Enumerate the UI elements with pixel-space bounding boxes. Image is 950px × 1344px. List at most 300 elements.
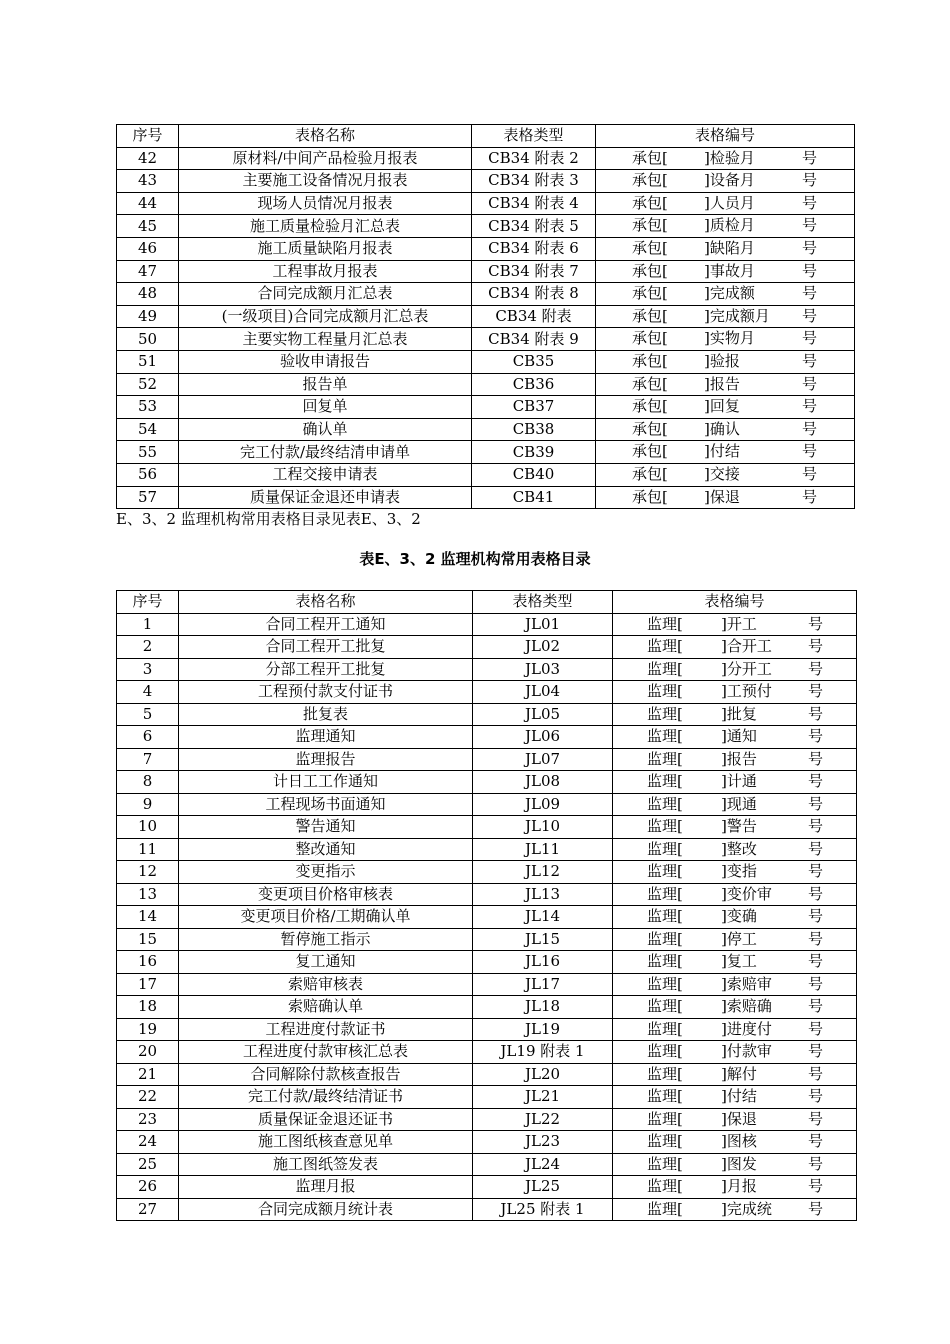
form-code (613, 1063, 857, 1086)
form-name: (一级项目)合同完成额月汇总表 (179, 305, 472, 328)
form-code (596, 463, 855, 486)
code-body: ]计通 (721, 772, 757, 790)
code-body: ]保退 (704, 487, 740, 506)
table-row (117, 973, 857, 996)
code-prefix: 承包[ (632, 464, 668, 483)
form-type: JL13 (473, 883, 613, 906)
form-code (613, 636, 857, 659)
code-prefix: 承包[ (632, 397, 668, 416)
row-number: 10 (117, 816, 179, 839)
table-row (117, 463, 855, 486)
table-row (117, 170, 855, 193)
code-prefix: 监理[ (647, 682, 683, 700)
table-row (117, 816, 857, 839)
row-number: 7 (117, 748, 179, 771)
contractor-forms-table (116, 124, 855, 509)
table-row (117, 951, 857, 974)
form-name: 现场人员情况月报表 (179, 192, 472, 215)
form-code (613, 1176, 857, 1199)
form-name: 工程预付款支付证书 (179, 681, 473, 704)
table-row (117, 681, 857, 704)
code-prefix: 监理[ (647, 1154, 683, 1173)
form-code (596, 396, 855, 419)
code-prefix: 监理[ (647, 749, 683, 768)
code-body: ]回复 (704, 397, 740, 416)
code-suffix: 号 (802, 261, 818, 280)
code-suffix: 号 (808, 1177, 824, 1195)
table-row (117, 1063, 857, 1086)
row-number: 9 (117, 793, 179, 816)
form-code (613, 681, 857, 704)
form-code (613, 793, 857, 816)
code-prefix: 监理[ (647, 637, 683, 655)
code-prefix: 承包[ (632, 419, 668, 438)
table-row (117, 441, 855, 464)
form-type: JL22 (473, 1108, 613, 1131)
code-suffix: 号 (802, 148, 818, 167)
form-name: 暂停施工指示 (179, 928, 473, 951)
row-number: 47 (117, 260, 179, 283)
code-body: ]实物月 (704, 329, 755, 348)
code-suffix: 号 (808, 884, 824, 903)
code-prefix: 监理[ (647, 997, 683, 1015)
table-row (117, 1041, 857, 1064)
code-body: ]图核 (721, 1132, 757, 1150)
form-type: JL03 (473, 658, 613, 681)
form-type: JL25 (473, 1176, 613, 1199)
code-body: ]通知 (721, 727, 757, 745)
code-suffix: 号 (808, 1154, 824, 1173)
table-row (117, 703, 857, 726)
form-type: JL17 (473, 973, 613, 996)
code-body: ]索赔审 (721, 974, 772, 993)
form-code (596, 328, 855, 351)
form-type: JL25 附表 1 (473, 1198, 613, 1221)
form-type: CB34 附表 2 (472, 147, 596, 170)
code-suffix: 号 (808, 1064, 824, 1083)
form-code (596, 305, 855, 328)
form-name: 警告通知 (179, 816, 473, 839)
code-body: ]检验月 (704, 148, 755, 167)
form-type: JL15 (473, 928, 613, 951)
row-number: 48 (117, 283, 179, 306)
code-prefix: 监理[ (647, 794, 683, 813)
form-type: JL10 (473, 816, 613, 839)
table-row (117, 996, 857, 1019)
form-name: 完工付款/最终结清申请单 (179, 441, 472, 464)
row-number: 24 (117, 1131, 179, 1154)
form-name: 批复表 (179, 703, 473, 726)
row-number: 45 (117, 215, 179, 238)
row-number: 49 (117, 305, 179, 328)
form-code (596, 147, 855, 170)
code-prefix: 监理[ (647, 817, 683, 835)
table-row (117, 1153, 857, 1176)
code-prefix: 承包[ (632, 148, 668, 167)
code-suffix: 号 (802, 374, 818, 393)
row-number: 21 (117, 1063, 179, 1086)
code-body: ]整改 (721, 839, 757, 858)
code-prefix: 承包[ (632, 306, 668, 325)
code-body: ]报告 (704, 374, 740, 393)
form-name: 主要实物工程量月汇总表 (179, 328, 472, 351)
code-body: ]复工 (721, 952, 757, 970)
row-number: 43 (117, 170, 179, 193)
row-number: 2 (117, 636, 179, 659)
code-body: ]批复 (721, 704, 757, 723)
code-prefix: 承包[ (632, 284, 668, 303)
code-suffix: 号 (808, 794, 824, 813)
table-row (117, 373, 855, 396)
row-number: 6 (117, 726, 179, 749)
code-suffix: 号 (802, 193, 818, 212)
form-name: 分部工程开工批复 (179, 658, 473, 681)
form-name: 监理报告 (179, 748, 473, 771)
code-prefix: 承包[ (632, 171, 668, 190)
form-name: 质量保证金退还证书 (179, 1108, 473, 1131)
form-code (613, 613, 857, 636)
code-prefix: 承包[ (632, 329, 668, 348)
form-type: CB34 附表 9 (472, 328, 596, 351)
table-row (117, 147, 855, 170)
row-number: 8 (117, 771, 179, 794)
form-type: CB35 (472, 350, 596, 373)
form-code (613, 771, 857, 794)
code-body: ]解付 (721, 1064, 757, 1083)
form-type: JL23 (473, 1131, 613, 1154)
code-body: ]分开工 (721, 659, 772, 678)
form-code (596, 486, 855, 509)
table-row (117, 861, 857, 884)
form-type: CB38 (472, 418, 596, 441)
code-prefix: 监理[ (647, 1199, 683, 1218)
form-type: JL18 (473, 996, 613, 1019)
header-no: 序号 (117, 125, 179, 148)
code-suffix: 号 (802, 419, 818, 438)
form-name: 主要施工设备情况月报表 (179, 170, 472, 193)
code-suffix: 号 (802, 442, 818, 461)
code-prefix: 监理[ (647, 614, 683, 633)
code-suffix: 号 (802, 329, 818, 348)
code-suffix: 号 (802, 464, 818, 483)
row-number: 46 (117, 237, 179, 260)
table-row (117, 192, 855, 215)
code-suffix: 号 (808, 907, 824, 925)
form-code (613, 838, 857, 861)
form-type: JL01 (473, 613, 613, 636)
table-row (117, 726, 857, 749)
form-code (596, 170, 855, 193)
form-code (613, 816, 857, 839)
code-suffix: 号 (802, 171, 818, 190)
form-type: JL02 (473, 636, 613, 659)
table-row (117, 215, 855, 238)
form-code (613, 928, 857, 951)
code-body: ]付结 (721, 1087, 757, 1105)
form-type: CB34 附表 8 (472, 283, 596, 306)
form-type: CB34 附表 6 (472, 237, 596, 260)
code-suffix: 号 (808, 974, 824, 993)
code-prefix: 监理[ (647, 1042, 683, 1060)
form-type: JL14 (473, 906, 613, 929)
code-body: ]交接 (704, 464, 740, 483)
code-body: ]设备月 (704, 171, 755, 190)
code-suffix: 号 (802, 216, 818, 235)
form-type: CB34 附表 4 (472, 192, 596, 215)
table-row (117, 883, 857, 906)
code-suffix: 号 (808, 929, 824, 948)
form-name: 合同完成额月汇总表 (179, 283, 472, 306)
code-prefix: 监理[ (647, 772, 683, 790)
table-header-row (117, 125, 855, 148)
code-suffix: 号 (808, 1019, 824, 1038)
header-no: 序号 (117, 591, 179, 614)
form-code (613, 973, 857, 996)
form-code (613, 906, 857, 929)
row-number: 11 (117, 838, 179, 861)
code-prefix: 监理[ (647, 1109, 683, 1128)
form-name: 确认单 (179, 418, 472, 441)
form-name: 复工通知 (179, 951, 473, 974)
row-number: 25 (117, 1153, 179, 1176)
form-code (596, 237, 855, 260)
form-name: 施工质量检验月汇总表 (179, 215, 472, 238)
form-type: JL24 (473, 1153, 613, 1176)
form-type: CB34 附表 (472, 305, 596, 328)
code-prefix: 监理[ (647, 862, 683, 880)
form-name: 变更项目价格/工期确认单 (179, 906, 473, 929)
code-body: ]人员月 (704, 193, 755, 212)
form-name: 计日工工作通知 (179, 771, 473, 794)
code-body: ]开工 (721, 614, 757, 633)
form-code (613, 1131, 857, 1154)
header-code: 表格编号 (596, 125, 855, 148)
row-number: 27 (117, 1198, 179, 1221)
code-body: ]月报 (721, 1177, 757, 1195)
table-row (117, 350, 855, 373)
code-body: ]完成额 (704, 284, 755, 303)
supervision-forms-table (116, 590, 857, 1221)
form-name: 索赔确认单 (179, 996, 473, 1019)
form-type: JL19 附表 1 (473, 1041, 613, 1064)
table-row (117, 771, 857, 794)
form-code (613, 1108, 857, 1131)
code-prefix: 监理[ (647, 1132, 683, 1150)
code-suffix: 号 (802, 284, 818, 303)
form-code (613, 703, 857, 726)
code-prefix: 监理[ (647, 1019, 683, 1038)
table-row (117, 928, 857, 951)
row-number: 22 (117, 1086, 179, 1109)
row-number: 51 (117, 350, 179, 373)
form-name: 完工付款/最终结清证书 (179, 1086, 473, 1109)
code-body: ]验报 (704, 351, 740, 370)
code-prefix: 承包[ (632, 351, 668, 370)
code-body: ]付款审 (721, 1042, 772, 1060)
table-row (117, 1176, 857, 1199)
form-type: JL11 (473, 838, 613, 861)
form-type: JL09 (473, 793, 613, 816)
row-number: 52 (117, 373, 179, 396)
code-suffix: 号 (808, 682, 824, 700)
form-name: 原材料/中间产品检验月报表 (179, 147, 472, 170)
code-body: ]缺陷月 (704, 238, 755, 257)
form-type: CB37 (472, 396, 596, 419)
form-code (613, 748, 857, 771)
form-name: 工程交接申请表 (179, 463, 472, 486)
form-name: 报告单 (179, 373, 472, 396)
form-name: 合同完成额月统计表 (179, 1198, 473, 1221)
row-number: 56 (117, 463, 179, 486)
form-name: 验收申请报告 (179, 350, 472, 373)
code-prefix: 监理[ (647, 974, 683, 993)
form-type: CB34 附表 7 (472, 260, 596, 283)
form-name: 工程进度付款审核汇总表 (179, 1041, 473, 1064)
row-number: 13 (117, 883, 179, 906)
form-name: 监理月报 (179, 1176, 473, 1199)
form-type: JL05 (473, 703, 613, 726)
table-row (117, 1108, 857, 1131)
row-number: 57 (117, 486, 179, 509)
form-name: 合同工程开工批复 (179, 636, 473, 659)
code-suffix: 号 (802, 351, 818, 370)
code-prefix: 承包[ (632, 374, 668, 393)
form-code (596, 350, 855, 373)
code-body: ]停工 (721, 929, 757, 948)
form-name: 施工图纸签发表 (179, 1153, 473, 1176)
form-code (613, 1153, 857, 1176)
code-suffix: 号 (808, 1109, 824, 1128)
table-row (117, 328, 855, 351)
code-prefix: 监理[ (647, 1087, 683, 1105)
code-prefix: 监理[ (647, 727, 683, 745)
form-code (613, 1041, 857, 1064)
code-body: ]合开工 (721, 637, 772, 655)
table-caption: 表E、3、2 监理机构常用表格目录 (359, 550, 591, 568)
form-code (613, 861, 857, 884)
table-row (117, 1018, 857, 1041)
form-name: 工程事故月报表 (179, 260, 472, 283)
form-type: JL19 (473, 1018, 613, 1041)
table-row (117, 748, 857, 771)
row-number: 3 (117, 658, 179, 681)
code-suffix: 号 (808, 749, 824, 768)
form-type: JL08 (473, 771, 613, 794)
table-row (117, 237, 855, 260)
code-suffix: 号 (808, 997, 824, 1015)
code-body: ]质检月 (704, 216, 755, 235)
row-number: 53 (117, 396, 179, 419)
table-row (117, 1086, 857, 1109)
code-prefix: 承包[ (632, 238, 668, 257)
code-suffix: 号 (808, 817, 824, 835)
code-prefix: 监理[ (647, 659, 683, 678)
code-prefix: 监理[ (647, 704, 683, 723)
form-type: CB40 (472, 463, 596, 486)
code-prefix: 承包[ (632, 261, 668, 280)
form-code (596, 215, 855, 238)
header-type: 表格类型 (472, 125, 596, 148)
code-prefix: 承包[ (632, 216, 668, 235)
form-code (596, 260, 855, 283)
code-body: ]警告 (721, 817, 757, 835)
form-code (596, 441, 855, 464)
code-prefix: 监理[ (647, 839, 683, 858)
row-number: 44 (117, 192, 179, 215)
form-code (613, 658, 857, 681)
form-type: JL12 (473, 861, 613, 884)
form-name: 质量保证金退还申请表 (179, 486, 472, 509)
form-code (596, 418, 855, 441)
row-number: 14 (117, 906, 179, 929)
row-number: 50 (117, 328, 179, 351)
form-code (613, 1086, 857, 1109)
code-suffix: 号 (802, 397, 818, 416)
code-suffix: 号 (808, 704, 824, 723)
code-suffix: 号 (808, 1132, 824, 1150)
code-body: ]变价审 (721, 884, 772, 903)
code-prefix: 监理[ (647, 1064, 683, 1083)
header-code: 表格编号 (613, 591, 857, 614)
table-row (117, 636, 857, 659)
table-header-row (117, 591, 857, 614)
table-row (117, 486, 855, 509)
row-number: 54 (117, 418, 179, 441)
code-body: ]变指 (721, 862, 757, 880)
code-body: ]付结 (704, 442, 740, 461)
form-type: JL07 (473, 748, 613, 771)
code-suffix: 号 (808, 637, 824, 655)
form-name: 监理通知 (179, 726, 473, 749)
table-row (117, 1198, 857, 1221)
form-name: 变更指示 (179, 861, 473, 884)
code-suffix: 号 (808, 839, 824, 858)
code-prefix: 监理[ (647, 929, 683, 948)
code-prefix: 承包[ (632, 442, 668, 461)
form-type: JL06 (473, 726, 613, 749)
form-name: 整改通知 (179, 838, 473, 861)
form-code (613, 1198, 857, 1221)
row-number: 19 (117, 1018, 179, 1041)
table-row (117, 838, 857, 861)
form-name: 索赔审核表 (179, 973, 473, 996)
code-suffix: 号 (802, 238, 818, 257)
row-number: 55 (117, 441, 179, 464)
code-suffix: 号 (808, 1199, 824, 1218)
code-suffix: 号 (808, 1042, 824, 1060)
row-number: 4 (117, 681, 179, 704)
code-prefix: 承包[ (632, 487, 668, 506)
form-code (613, 726, 857, 749)
table-row (117, 305, 855, 328)
table-row (117, 906, 857, 929)
row-number: 12 (117, 861, 179, 884)
code-prefix: 监理[ (647, 884, 683, 903)
code-body: ]图发 (721, 1154, 757, 1173)
code-body: ]事故月 (704, 261, 755, 280)
form-name: 回复单 (179, 396, 472, 419)
code-prefix: 监理[ (647, 907, 683, 925)
form-code (596, 283, 855, 306)
form-name: 合同解除付款核查报告 (179, 1063, 473, 1086)
table-row (117, 283, 855, 306)
form-name: 工程现场书面通知 (179, 793, 473, 816)
table-row (117, 418, 855, 441)
row-number: 26 (117, 1176, 179, 1199)
code-prefix: 监理[ (647, 952, 683, 970)
form-name: 施工图纸核查意见单 (179, 1131, 473, 1154)
header-name: 表格名称 (179, 125, 472, 148)
